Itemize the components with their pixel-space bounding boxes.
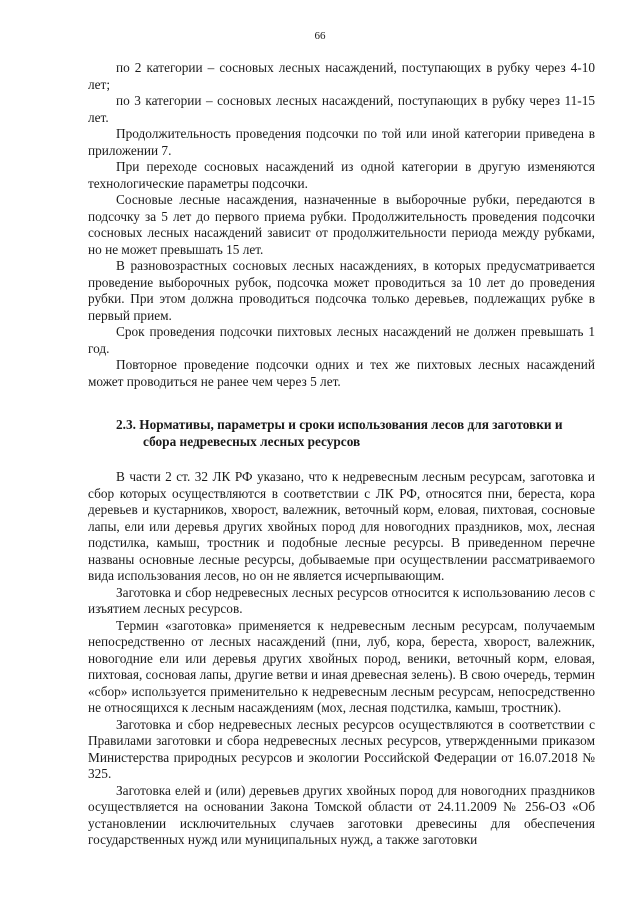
section-heading-line: 2.3. Нормативы, параметры и сроки использования лесов для заготовки и xyxy=(116,417,563,432)
paragraph: Повторное проведение подсочки одних и тех же пихтовых лесных насаждений может проводиться не ранее чем через 5 лет. xyxy=(88,357,595,389)
section-heading-line: сбора недревесных лесных ресурсов xyxy=(143,433,361,449)
paragraph: Заготовка и сбор недревесных лесных ресурсов осуществляются в соответствии с Правилами заготовки и сбора недревесных лесных ресурсов, утвержденными приказом Министерства природных ресурсов и экологии Российской Федерации от 16.07.2018 № 325. xyxy=(88,716,595,781)
paragraph: Заготовка и сбор недревесных лесных ресурсов относится к использованию лесов с изъятием лесных ресурсов. xyxy=(88,584,595,616)
paragraph: В части 2 ст. 32 ЛК РФ указано, что к недревесным лесным ресурсам, заготовка и сбор которых осуществляются в соответствии с ЛК РФ, относятся пни, береста, кора деревьев и кустарников, хворост, валежник, веточный корм, еловая, пихтовая, сосновые лапы, ели или деревья других хвойных пород для новогодних праздников, мох, лесная подстилка, камыш, тростник и подобные лесные ресурсы. В приведенном перечне названы основные лесные ресурсы, добываемые при осуществлении рассматриваемого вида использования лесов, но он не является исчерпывающим. xyxy=(88,469,595,583)
paragraph: Заготовка елей и (или) деревьев других хвойных пород для новогодних праздников осуществляется на основании Закона Томской области от 24.11.2009 № 256-ОЗ «Об установлении исключительных случаев заготовки древесины для обеспечения государственных нужд или муниципальных нужд, а также заготовки xyxy=(88,782,595,847)
section-heading xyxy=(88,417,595,450)
paragraph: Сосновые лесные насаждения, назначенные в выборочные рубки, передаются в подсочку за 5 лет до первого приема рубки. Продолжительность проведения подсочки сосновых лесных насаждений зависит от продолжительности периода между рубками, но не может превышать 15 лет. xyxy=(88,192,595,257)
paragraph: В разновозрастных сосновых лесных насаждениях, в которых предусматривается проведение выборочных рубок, подсочка может проводиться за 10 лет до проведения рубки. При этом должна проводиться подсочка только деревьев, подлежащих рубке в первый прием. xyxy=(88,258,595,323)
paragraph: Срок проведения подсочки пихтовых лесных насаждений не должен превышать 1 год. xyxy=(88,324,595,356)
paragraph: При переходе сосновых насаждений из одной категории в другую изменяются технологические параметры подсочки. xyxy=(88,159,595,191)
paragraph: Продолжительность проведения подсочки по той или иной категории приведена в приложении 7. xyxy=(88,126,595,158)
page-body xyxy=(88,60,595,849)
paragraph: Термин «заготовка» применяется к недревесным лесным ресурсам, получаемым непосредственно от лесных насаждений (пни, луб, кора, береста, хворост, валежник, новогодние ели или деревья других хвойных пород, веники, веточный корм, еловая, пихтовая, сосновая лапы, другие ветви и иная древесная зелень). В свою очередь, термин «сбор» используется применительно к недревесным лесным ресурсам, непосредственно не относящихся к лесным насаждениям (мох, лесная подстилка, камыш, тростник). xyxy=(88,617,595,715)
paragraph: по 2 категории – сосновых лесных насаждений, поступающих в рубку через 4-10 лет; xyxy=(88,60,595,92)
page-number: 66 xyxy=(314,30,326,42)
paragraph: по 3 категории – сосновых лесных насаждений, поступающих в рубку через 11-15 лет. xyxy=(88,93,595,125)
